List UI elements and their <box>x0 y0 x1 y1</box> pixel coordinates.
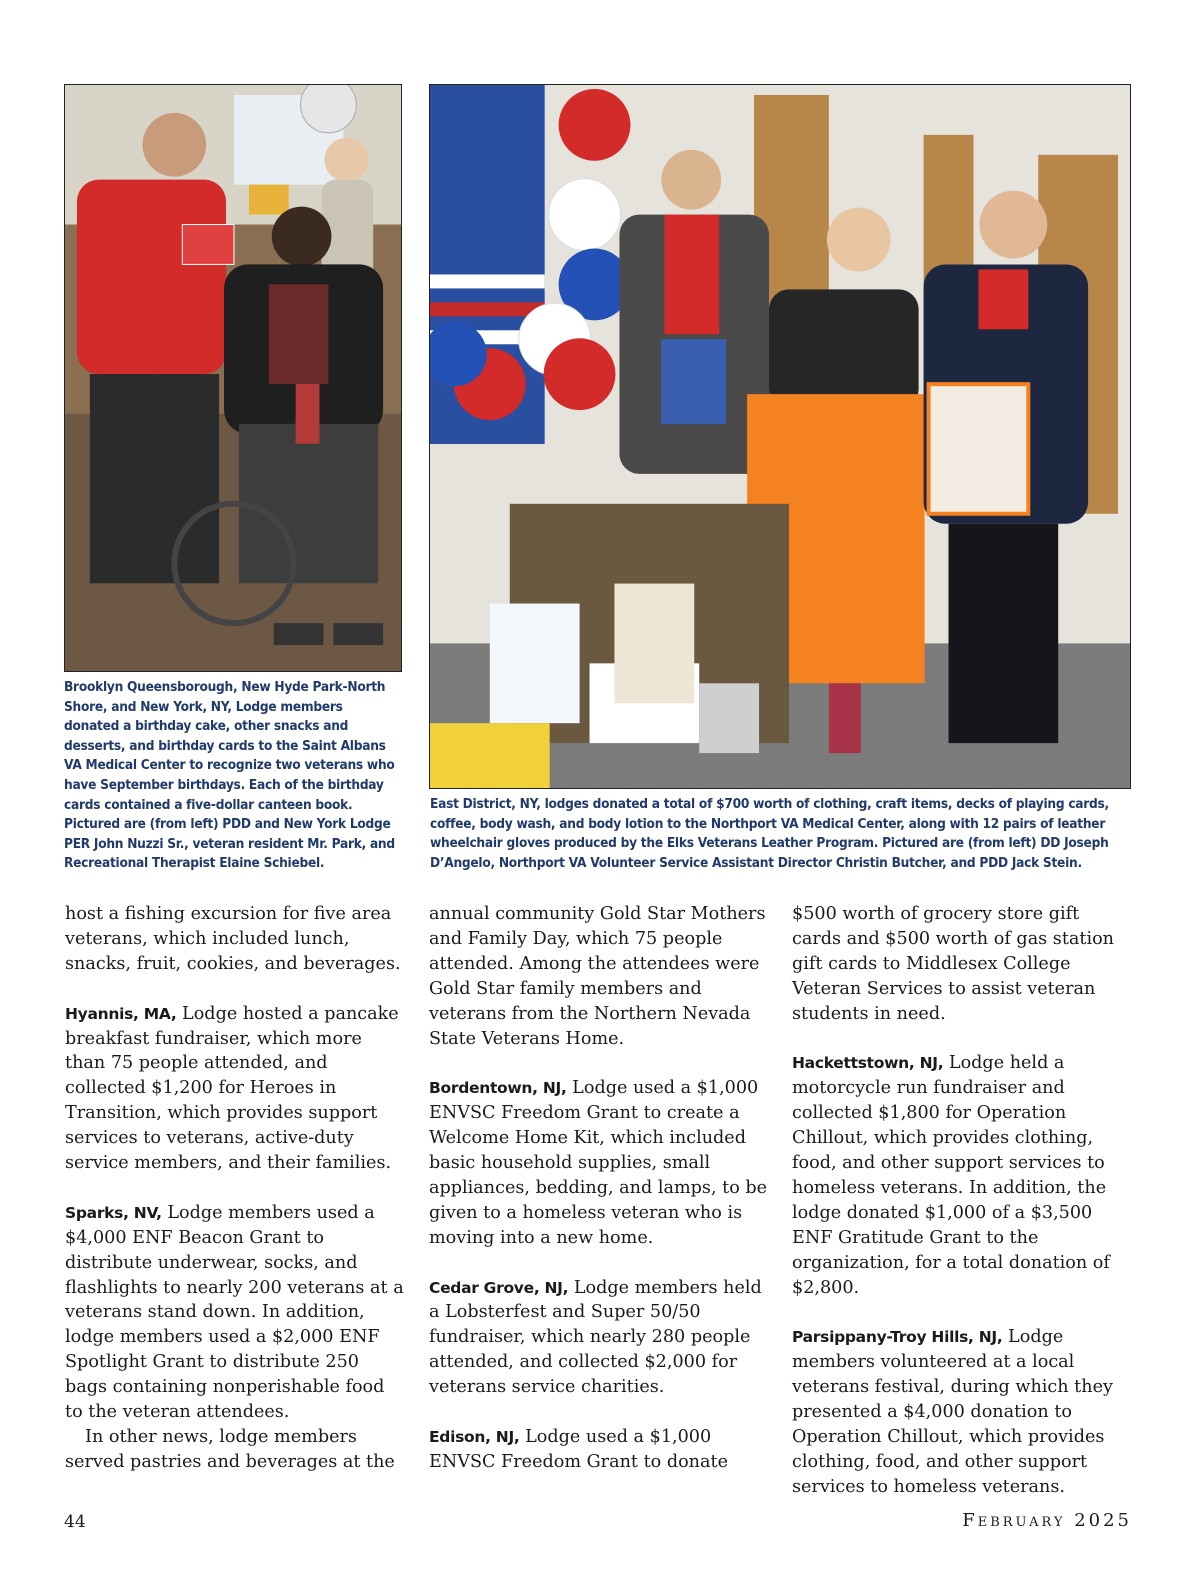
lodge-name: Bordentown, NJ, <box>429 1079 567 1098</box>
lodge-name: Parsippany-Troy Hills, NJ, <box>792 1328 1003 1347</box>
caption-separator-1: , <box>232 679 242 695</box>
paragraph-text: Lodge used a $1,000 ENVSC Freedom Grant to create a Welcome Home Kit, which included basic household supplies, small appliances, bedding, and lamps, to be given to a homeless veteran who is moving into a new home. <box>429 1078 768 1248</box>
paragraph <box>429 1076 769 1250</box>
paragraph: host a fishing excursion for five area veterans, which included lunch, snacks, fruit, cookies, and beverages. <box>65 904 401 974</box>
caption-brooklyn <box>64 678 399 874</box>
caption-location-1: Brooklyn Queensborough <box>64 679 233 695</box>
paragraph: $500 worth of grocery store gift cards and $500 worth of gas station gift cards to Middlesex College Veteran Services to assist veteran students in need. <box>792 904 1115 1024</box>
photo-brooklyn-visit <box>64 84 402 672</box>
article-column-3 <box>792 902 1132 1500</box>
paragraph <box>792 1325 1132 1499</box>
photo-east-district-illustration <box>430 85 1130 788</box>
caption-text: lodges donated a total of $700 worth of clothing, craft items, decks of playing cards, coffee, body wash, and body lotion to the Northport VA Medical Center, along with 12 pairs of leather wheelchair gloves produced by the Elks Veterans Leather Program. Pictured are (from left) DD Joseph D’Angelo, Northport VA Volunteer Service Assistant Director Christin Butcher, and PDD Jack Stein. <box>430 796 1109 871</box>
paragraph-text: Lodge members held a Lobsterfest and Super 50/50 fundraiser, which nearly 280 people attended, and collected $2,000 for veterans service charities. <box>429 1277 762 1398</box>
lodge-name: Edison, NJ, <box>429 1427 520 1446</box>
paragraph-text: Lodge used a $1,000 ENVSC Freedom Grant to donate <box>429 1426 728 1472</box>
paragraph <box>65 1201 405 1425</box>
photo-brooklyn-illustration <box>65 85 401 671</box>
caption-location-2: New Hyde Park-North Shore, <box>64 679 386 715</box>
paragraph-text: Lodge members volunteered at a local veterans festival, during which they presented a $4,000 donation to Operation Chillout, which provides clothing, food, and other support services to homeless veterans. <box>792 1327 1113 1497</box>
issue-date: February 2025 <box>962 1510 1132 1531</box>
paragraph-text: Lodge members used a $4,000 ENF Beacon Grant to distribute underwear, socks, and flashlights to nearly 200 veterans at a veterans stand down. In addition, lodge members used a $2,000 ENF Spotlight Grant to distribute 250 bags containing nonperishable food to the veteran attendees. <box>65 1202 404 1423</box>
paragraph <box>65 1002 405 1176</box>
caption-separator-2: and <box>107 698 141 715</box>
caption-text: , Lodge members donated a birthday cake, other snacks and desserts, and birthday cards to the Saint Albans VA Medical Center to recognize two veterans who have September birthdays. Each of the birthday cards contained a five-dollar canteen book. Pictured are (from left) PDD and New York Lodge PER John Nuzzi Sr., veteran resident Mr. Park, and Recreational Therapist Elaine Schiebel. <box>64 698 395 872</box>
article-column-2 <box>429 902 769 1475</box>
lodge-name: Cedar Grove, NJ, <box>429 1278 569 1297</box>
caption-location: East District, NY, <box>430 796 541 812</box>
photo-east-district-donation <box>429 84 1131 789</box>
paragraph-text: Lodge hosted a pancake breakfast fundraiser, which more than 75 people attended, and collected $1,200 for Heroes in Transition, which provides support services to veterans, active-duty service members, and their families. <box>65 1003 399 1174</box>
paragraph <box>429 1425 769 1475</box>
paragraph: annual community Gold Star Mothers and Family Day, which 75 people attended. Among the attendees were Gold Star family members and veterans from the Northern Nevada State Veterans Home. <box>429 904 766 1049</box>
paragraph-text: Lodge held a motorcycle run fundraiser and collected $1,800 for Operation Chillout, which provides clothing, food, and other support services to homeless veterans. In addition, the lodge donated $1,000 of a $3,500 ENF Gratitude Grant to the organization, for a total donation of $2,800. <box>792 1053 1110 1298</box>
lodge-name: Hackettstown, NJ, <box>792 1054 944 1073</box>
article-column-1 <box>65 902 405 1475</box>
paragraph <box>792 1051 1132 1300</box>
lodge-name: Sparks, NV, <box>65 1203 162 1222</box>
paragraph <box>429 1276 769 1401</box>
page-number: 44 <box>64 1512 86 1532</box>
paragraph: In other news, lodge members served pastries and beverages at the <box>65 1427 395 1472</box>
caption-location-3: New York, NY <box>140 698 228 715</box>
caption-east-district <box>430 795 1121 873</box>
lodge-name: Hyannis, MA, <box>65 1004 177 1023</box>
